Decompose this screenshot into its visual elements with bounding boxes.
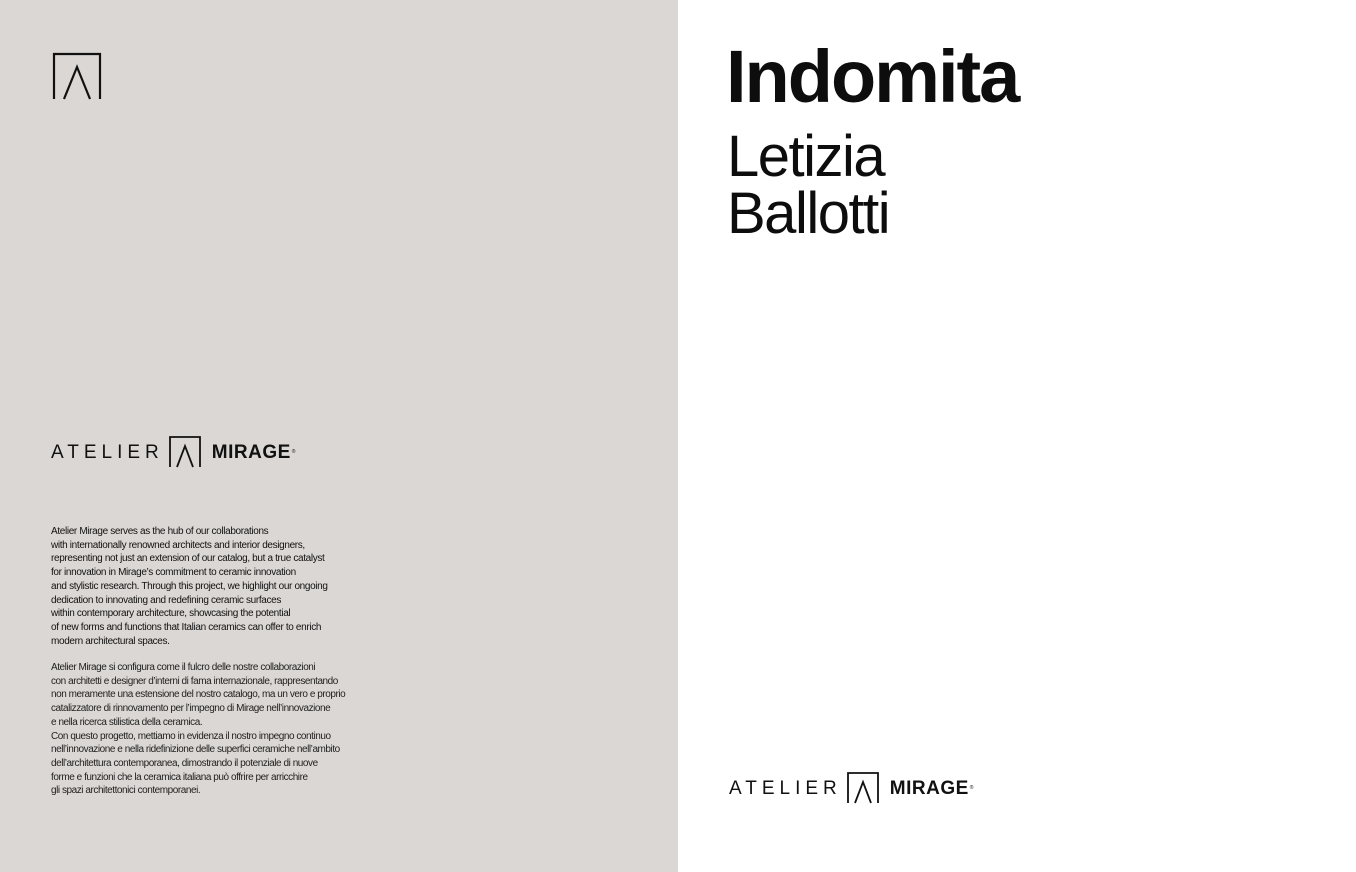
designer-name <box>727 124 890 246</box>
text-line: con architetti e designer d’interni di fama internazionale, rappresentando <box>51 675 338 687</box>
registered-mark: ® <box>969 784 974 791</box>
designer-first-name: Letizia <box>727 124 885 189</box>
text-line: for innovation in Mirage’s commitment to ceramic innovation <box>51 567 296 579</box>
brand-word-mirage: MIRAGE <box>211 441 291 463</box>
atelier-mirage-logo-icon <box>50 50 104 104</box>
description-italian <box>51 661 381 798</box>
brand-word-atelier: ATELIER <box>51 441 164 463</box>
text-line: forme e funzioni che la ceramica italiana può offrire per arricchire <box>51 771 308 783</box>
text-line: gli spazi architettonici contemporanei. <box>51 785 201 797</box>
text-line: non meramente una estensione del nostro catalogo, ma un vero e proprio <box>51 689 346 701</box>
text-line: dell’architettura contemporanea, dimostrando il potenziale di nuove <box>51 757 318 769</box>
brand-word-mirage: MIRAGE <box>889 777 969 799</box>
text-line: modern architectural spaces. <box>51 635 170 647</box>
text-line: of new forms and functions that Italian ceramics can offer to enrich <box>51 621 322 633</box>
text-line: dedication to innovating and redefining ceramic surfaces <box>51 594 281 606</box>
text-line: Atelier Mirage si configura come il fulcro delle nostre collaborazioni <box>51 662 316 673</box>
registered-mark: ® <box>291 448 296 455</box>
brand-lockup <box>729 770 973 806</box>
text-line: within contemporary architecture, showcasing the potential <box>51 608 291 620</box>
text-line: and stylistic research. Through this project, we highlight our ongoing <box>51 580 328 592</box>
brand-lockup <box>51 434 295 470</box>
text-line: catalizzatore di rinnovamento per l’impegno di Mirage nell’innovazione <box>51 703 331 715</box>
text-line: with internationally renowned architects and interior designers, <box>51 539 305 551</box>
atelier-mirage-mark-icon <box>168 435 202 469</box>
text-line: Atelier Mirage serves as the hub of our collaborations <box>51 526 269 537</box>
text-line: e nella ricerca stilistica della ceramica. <box>51 716 203 728</box>
designer-last-name: Ballotti <box>727 181 890 246</box>
text-line: representing not just an extension of our catalog, but a true catalyst <box>51 553 325 565</box>
collection-title: Indomita <box>726 35 1019 118</box>
text-line: Con questo progetto, mettiamo in evidenza il nostro impegno continuo <box>51 730 331 742</box>
text-line: nell’innovazione e nella ridefinizione delle superfici ceramiche nell’ambito <box>51 744 340 756</box>
description-english <box>51 525 381 648</box>
atelier-mirage-mark-icon <box>846 771 880 805</box>
brand-word-atelier: ATELIER <box>729 777 842 799</box>
